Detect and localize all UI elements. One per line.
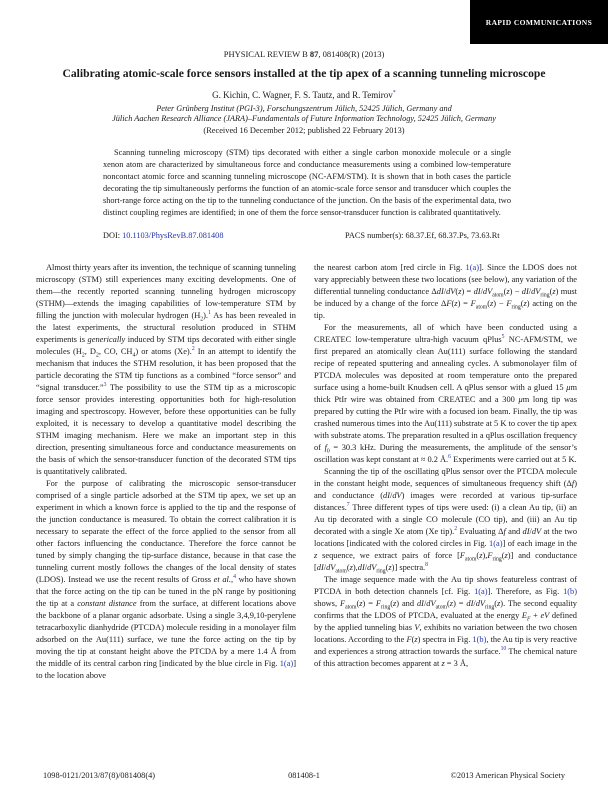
abstract-text: Scanning tunneling microscopy (STM) tips decorated with either a single carbon monoxide molecule or a single xenon atom are characterized by simultaneous force and conductance measurements using a combined low-temperature noncontact atomic force and scanning tunneling microscope (NC-AFM/STM). It is shown that in both cases the particle decorating the tip simultaneously performs the function of an atomic-scale force sensor and transducer which couples the short-range force acting on the tip to the tunneling conductance of the junction. On the basis of the experimental data, two distinct coupling regimes are identified; in one of them the force sensor-transducer function is calibrated quantitatively.	[103, 148, 511, 217]
paragraph-measurements-setup: For the measurements, all of which have been conducted using a CREATEC low-temperature ultra-high vacuum qPlus$^5$ NC-AFM/STM, we first prepared an atomically clean Au(111) surface following the standard recipe of repeated sputtering and annealing cycles. A submonolayer film of PTCDA molecules was deposited at room temperature onto the prepared surface using a home-built Knudsen cell. A qPlus sensor with a glued 15 μm thick PtIr wire was obtained from CREATEC and a 300 μm long tip was prepared by cutting the PtIr wire with a focused ion beam. Finally, the tip was crashed numerous times into the Au(111) substrate at 5 K to cover the tip apex with substrate atoms. The preparation resulted in a qPlus oscillation frequency of $f_0 = 30.3$ kHz. During the measurements, the amplitude of the sensor’s oscillation was kept constant at ≈ 0.2 Å.$^6$ Experiments were carried out at 5 K.	[314, 323, 577, 464]
page-title: Calibrating atomic-scale force sensors installed at the tip apex of a scanning tunneling microscope	[62, 67, 546, 80]
footer-copyright: ©2013 American Physical Society	[450, 771, 565, 780]
authors-line: G. Kichin, C. Wagner, F. S. Tautz, and R. Temirov*	[212, 90, 396, 100]
footer-issn: 1098-0121/2013/87(8)/081408(4)	[43, 771, 155, 780]
rapid-communications-banner	[470, 0, 608, 44]
journal-header: PHYSICAL REVIEW B 87, 081408(R) (2013)	[223, 49, 385, 59]
received-line: (Received 16 December 2012; published 22 February 2013)	[203, 126, 405, 135]
affiliation-line-1: Peter Grünberg Institut (PGI-3), Forschungszentrum Jülich, 52425 Jülich, Germany and	[156, 104, 452, 113]
paragraph-carbon-atom: the nearest carbon atom [red circle in Fig. 1(a)]. Since the LDOS does not vary appreciably between these two locations (see below), any variation of the differential tunneling conductance $\Delta dI/dV(z) = dI/dV_{atom}(z) - dI/dV_{ring}(z)$ must be induced by a change of the force $\Delta F(z) = F_{atom}(z) - F_{ring}(z)$ acting on the tip.	[314, 263, 578, 320]
paragraph-au-tip-results: The image sequence made with the Au tip shows featureless contrast of PTCDA in both detection channels [cf. Fig. 1(a)]. Therefore, as Fig. 1(b) shows, $F_{atom}(z) = F_{ring}(z)$ and $dI/dV_{atom}(z) = dI/dV_{ring}(z)$. The second equality confirms that the LDOS of PTCDA, evaluated at the energy $E_F$ + eV defined by the applied tunneling bias V, exhibits no variation between the two chosen locations. According to the F(z) spectra in Fig. 1(b), the Au tip is very reactive and experiences a strong attraction towards the surface.$^{10}$ The chemical nature of this attraction becomes apparent at z = 3 Å,	[314, 575, 578, 668]
doi-label: DOI:	[103, 231, 123, 240]
doi-link[interactable]: 10.1103/PhysRevB.87.081408	[122, 231, 224, 240]
body-right-column	[314, 262, 577, 670]
doi-block	[103, 231, 223, 240]
pacs-text: PACS number(s): 68.37.Ef, 68.37.Ps, 73.63.Rt	[345, 231, 500, 240]
paragraph-intro: Almost thirty years after its invention, the technique of scanning tunneling microscopy (STM) still experiences many exciting developments. One of them—the recently reported scanning tunneling hydrogen microscopy (STHM)—extends the imaging capabilities of low-temperature STM by filling the junction with molecular hydrogen $(H_2).^1$ As has been revealed in the latest experiments, the structural resolution produced in STHM experiments is generically induced by STM tips decorated with either single molecules ($H_2$, $D_2$, CO, $CH_4$) or atoms (Xe).$^2$ In an attempt to identify the mechanism that induces the STHM resolution, it has been proposed that the particle decorating the STM tip functions as a combined “force sensor” and “signal transducer.”$^3$ The possibility to use the STM tip as a microscopic force sensor provides interesting opportunities both for high-resolution imaging and spectroscopy. However, before these opportunities can be fully exploited, it is necessary to develop a quantitative model describing the STHM imaging mechanism. Here we make an important step in this direction, presenting simultaneous force and conductance measurements on the basis of which the sensor-transducer function of the decorated STM tips is quantitatively calibrated.	[36, 263, 296, 476]
body-left-column	[36, 262, 296, 682]
paragraph-calibration-purpose: For the purpose of calibrating the microscopic sensor-transducer comprised of a single particle adsorbed at the STM tip apex, we set up an experiment in which a known force is applied to the tip and the response of the junction conductance is measured. To obtain the correct calibration it is necessary to separate the effect of the force applied to the sensor from all other factors influencing the conductance. Therefore the force cannot be tuned by simply changing the tip-surface distance, because in that case the tunneling current mostly follows the changes of the local density of states (LDOS). Instead we use the recent results of Gross et al.,$^4$ who have shown that the force acting on the tip can be tuned in the pN range by positioning the tip at a constant distance from the surface, at different locations above the backbone of a planar organic adsorbate. Using a single 3,4,9,10-perylene tetracarboxylic dianhydride (PTCDA) molecule residing in a monolayer film adsorbed on the Au(111) surface, we tune the force acting on the tip by moving the tip at constant height above the PTCDA by a mere 1.4 Å from the middle of its central carbon ring [indicated by the blue circle in Fig. 1(a)] to the location above	[36, 479, 296, 680]
abstract	[103, 147, 511, 219]
rapid-communications-label: RAPID COMMUNICATIONS	[485, 17, 593, 27]
paragraph-scanning-sequences: Scanning the tip of the oscillating qPlus sensor over the PTCDA molecule in the constant height mode, sequences of simultaneous frequency shift (Δf) and conductance (dI/dV) images were recorded at various tip-surface distances.$^7$ Three different types of tips were used: (i) a clean Au tip, (ii) an Au tip decorated with a single CO molecule (CO tip), and (iii) an Au tip decorated with a single Xe atom (Xe tip).$^2$ Evaluating Δf and dI/dV at the two locations [indicated with the colored circles in Fig. 1(a)] of each image in the z sequence, we extract pairs of force $[F_{atom}(z),F_{ring}(z)]$ and conductance $[dI/dV_{atom}(z),dI/dV_{ring}(z)]$ spectra.$^8$	[314, 467, 578, 575]
affiliation-line-2: Jülich Aachen Research Alliance (JARA)–Fundamentals of Future Information Technology, 52425 Jülich, Germany	[112, 114, 496, 123]
footer-page-number: 081408-1	[288, 771, 320, 780]
